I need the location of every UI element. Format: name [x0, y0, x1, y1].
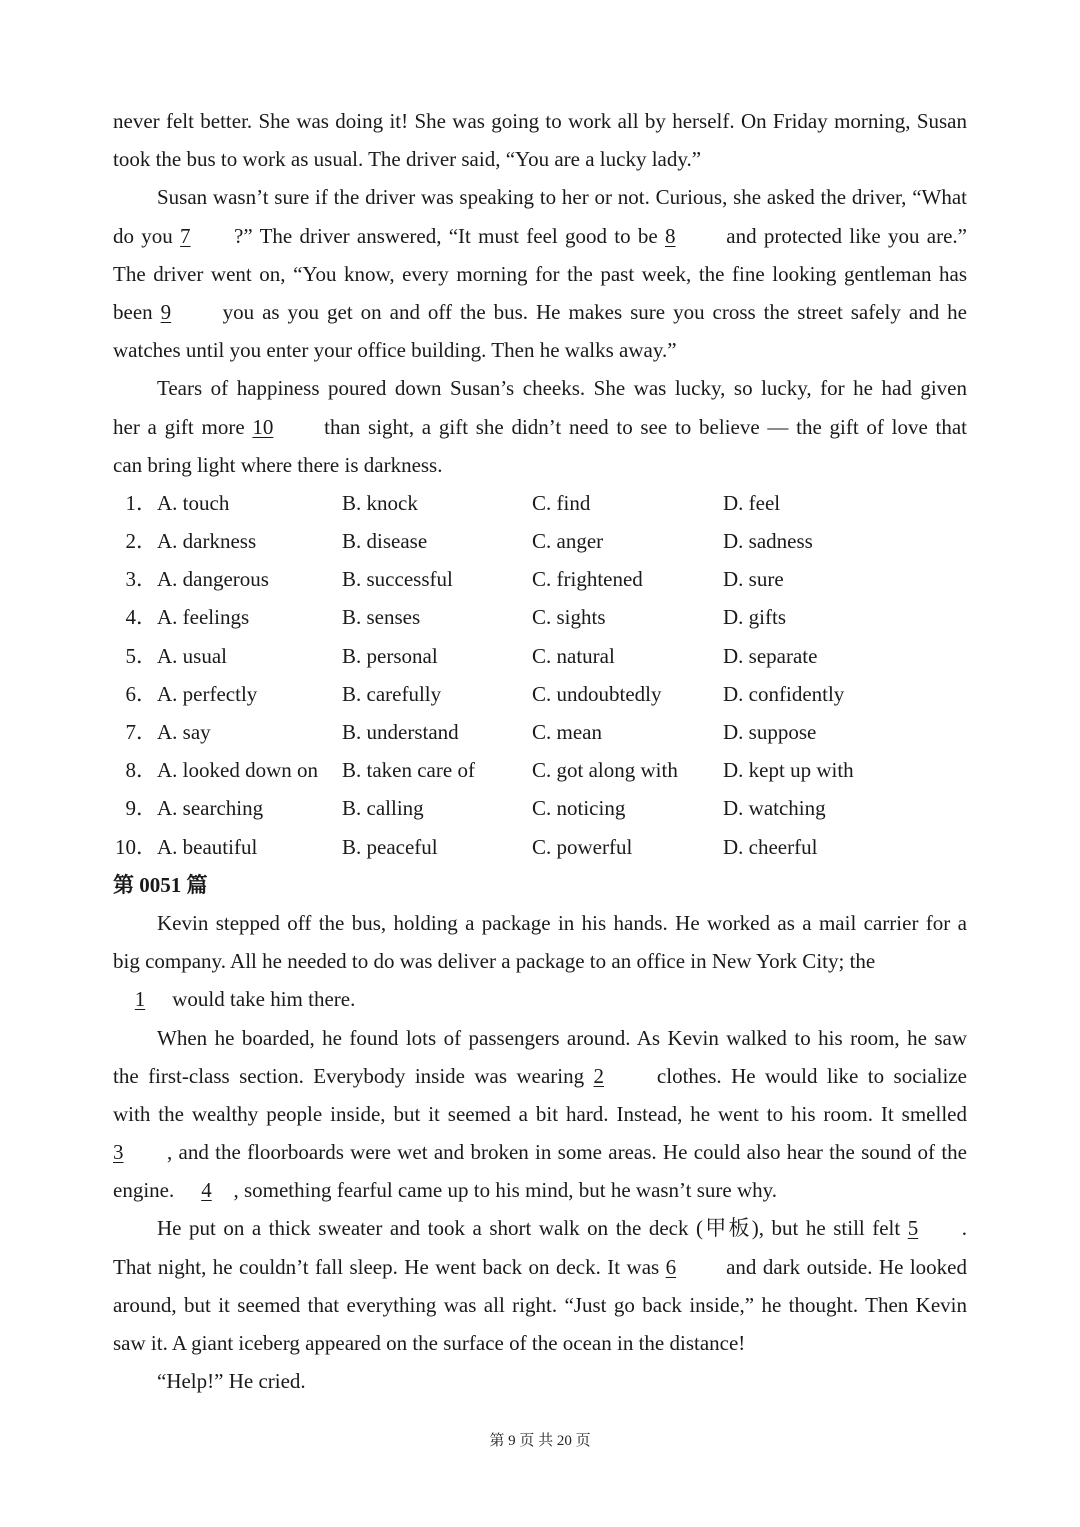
text-span: would take him there. — [167, 987, 356, 1012]
text-line: Tears of happiness poured down Susan’s cheeks. She was lucky, so lucky, for he had given — [157, 376, 967, 401]
option-b: B. carefully — [342, 681, 442, 706]
option-row — [113, 522, 967, 560]
text-line — [113, 1133, 967, 1171]
text-span: her a gift more — [113, 414, 253, 439]
option-c: C. natural — [532, 643, 615, 668]
option-b: B. disease — [342, 529, 428, 554]
text-line: took the bus to work as usual. The driver said, “You are a lucky lady.” — [113, 147, 702, 172]
options-list — [113, 484, 967, 866]
text-line: The driver went on, “You know, every morning for the past week, the fine looking gentleman has — [113, 261, 967, 286]
option-a: A. dangerous — [157, 567, 269, 592]
blank-1: 1 — [134, 987, 146, 1012]
blank-3: 3 — [113, 1140, 124, 1165]
question-number: 3． — [125, 567, 157, 592]
text-line: big company. All he needed to do was deliver a package to an office in New York City; the — [113, 949, 876, 974]
option-a: A. say — [157, 720, 211, 744]
option-a: A. beautiful — [157, 834, 258, 859]
text-span: He put on a thick sweater and took a short walk on the deck (甲板), but he still felt — [157, 1216, 908, 1241]
option-a: A. touch — [157, 490, 230, 515]
option-row — [113, 560, 967, 598]
text-line — [113, 408, 967, 446]
text-span: than sight, a gift she didn’t need to see to believe — the gift of love that — [316, 414, 968, 439]
option-b: B. senses — [342, 605, 421, 630]
option-c: C. mean — [532, 720, 602, 744]
option-row — [113, 828, 967, 866]
question-number: 8． — [125, 758, 157, 783]
text-line: with the wealthy people inside, but it seemed a bit hard. Instead, he went to his room. It smelled — [113, 1101, 967, 1126]
question-number: 5． — [125, 643, 157, 668]
blank-4: 4 — [201, 1178, 212, 1203]
text-line — [113, 980, 967, 1018]
option-a: A. feelings — [157, 605, 250, 630]
question-number: 1． — [125, 490, 157, 515]
option-b: B. calling — [342, 796, 424, 821]
document-page — [113, 102, 967, 1400]
blank-2: 2 — [593, 1063, 605, 1088]
text-line — [113, 1171, 967, 1209]
option-b: B. understand — [342, 720, 459, 744]
text-line — [113, 1209, 967, 1247]
blank-7: 7 — [180, 223, 191, 248]
text-line — [113, 1248, 967, 1286]
text-line — [113, 217, 967, 255]
option-d: D. feel — [723, 490, 781, 515]
question-number: 10． — [115, 834, 157, 859]
option-a: A. usual — [157, 643, 227, 668]
option-c: C. anger — [532, 529, 604, 554]
option-a: A. darkness — [157, 529, 257, 554]
option-d: D. suppose — [723, 720, 817, 744]
text-line — [113, 293, 967, 331]
question-number: 2． — [125, 529, 157, 554]
text-line: When he boarded, he found lots of passengers around. As Kevin walked to his room, he saw — [157, 1025, 967, 1050]
option-d: D. watching — [723, 796, 826, 821]
text-span: . — [961, 1216, 967, 1241]
text-span: engine. — [113, 1178, 180, 1203]
text-span: , and the floorboards were wet and broken in some areas. He could also hear the sound of the — [167, 1140, 967, 1165]
text-line: saw it. A giant iceberg appeared on the surface of the ocean in the distance! — [113, 1331, 746, 1355]
text-span: do you — [113, 223, 181, 248]
option-c: C. sights — [532, 605, 606, 630]
blank-5: 5 — [907, 1216, 919, 1241]
option-b: B. personal — [342, 643, 438, 668]
text-line: around, but it seemed that everything was all right. “Just go back inside,” he thought. Then Kevin — [113, 1292, 967, 1317]
text-line — [113, 1057, 967, 1095]
option-d: D. sadness — [723, 529, 813, 554]
option-d: D. separate — [723, 643, 818, 668]
option-d: D. gifts — [723, 605, 786, 630]
option-row — [113, 598, 967, 636]
text-line: never felt better. She was doing it! She was going to work all by herself. On Friday morning, Susan — [113, 109, 967, 133]
option-c: C. powerful — [532, 834, 633, 859]
option-d: D. kept up with — [723, 758, 854, 783]
question-number: 9． — [125, 796, 157, 821]
option-a: A. perfectly — [157, 681, 258, 706]
section-heading: 第 0051 篇 — [113, 872, 208, 897]
option-b: B. taken care of — [342, 758, 475, 783]
option-row — [113, 789, 967, 827]
option-b: B. peaceful — [342, 834, 438, 859]
option-d: D. sure — [723, 567, 784, 592]
option-row — [113, 713, 967, 751]
option-c: C. frightened — [532, 567, 643, 592]
question-number: 7． — [125, 720, 157, 744]
text-span: ?” The driver answered, “It must feel good to be — [234, 223, 665, 248]
option-c: C. undoubtedly — [532, 681, 662, 706]
text-span: been — [113, 299, 161, 324]
text-line: Kevin stepped off the bus, holding a package in his hands. He worked as a mail carrier for a — [157, 910, 967, 935]
option-b: B. successful — [342, 567, 453, 592]
text-span: and dark outside. He looked — [719, 1254, 967, 1279]
option-row — [113, 751, 967, 789]
page-footer: 第 9 页 共 20 页 — [489, 1433, 591, 1449]
text-line: can bring light where there is darkness. — [113, 452, 443, 477]
option-c: C. noticing — [532, 796, 626, 821]
question-number: 4． — [125, 605, 157, 630]
option-row — [113, 637, 967, 675]
text-span: , something fearful came up to his mind, but he wasn’t sure why. — [233, 1178, 778, 1203]
option-row — [113, 675, 967, 713]
text-span: and protected like you are.” — [719, 223, 968, 248]
blank-8: 8 — [665, 223, 676, 248]
option-b: B. knock — [342, 490, 418, 515]
question-number: 6． — [125, 681, 157, 706]
option-a: A. looked down on — [157, 758, 318, 783]
blank-6: 6 — [665, 1254, 677, 1279]
option-row — [113, 484, 967, 522]
option-d: D. confidently — [723, 681, 845, 706]
blank-10: 10 — [252, 414, 274, 439]
option-c: C. find — [532, 490, 591, 515]
option-a: A. searching — [157, 796, 264, 821]
option-d: D. cheerful — [723, 834, 818, 859]
blank-9: 9 — [160, 299, 172, 324]
text-line: watches until you enter your office building. Then he walks away.” — [113, 338, 677, 363]
option-c: C. got along with — [532, 758, 678, 783]
text-span: you as you get on and off the bus. He makes sure you cross the street safely and he — [214, 299, 967, 324]
text-line: Susan wasn’t sure if the driver was speaking to her or not. Curious, she asked the driver, “What — [157, 185, 967, 210]
text-span: That night, he couldn’t fall sleep. He went back on deck. It was — [113, 1254, 666, 1279]
text-line: “Help!” He cried. — [157, 1369, 306, 1394]
text-span: the first-class section. Everybody inside was wearing — [113, 1063, 594, 1088]
text-span: clothes. He would like to socialize — [647, 1063, 967, 1088]
